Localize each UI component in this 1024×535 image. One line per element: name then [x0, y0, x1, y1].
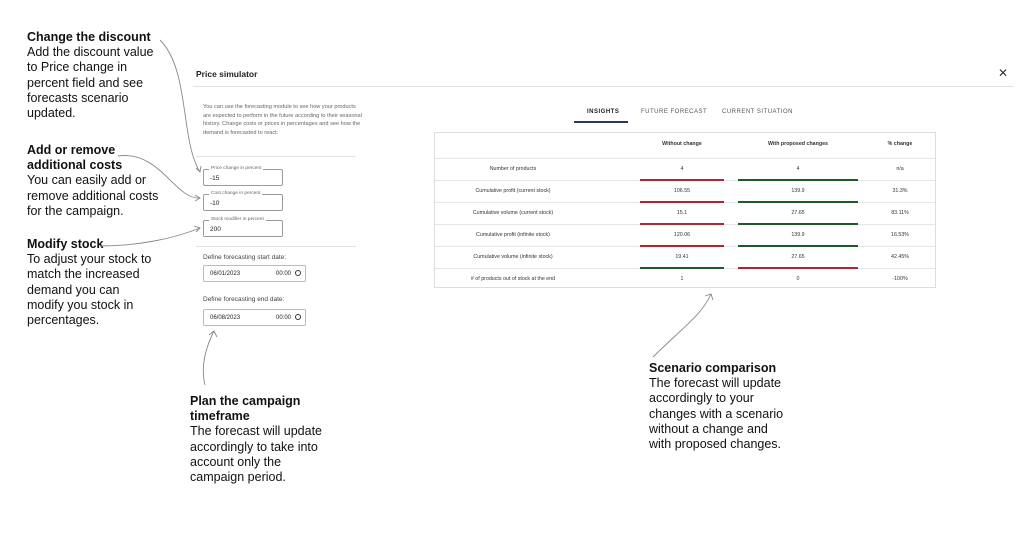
table-row-label: Cumulative profit (infinite stock) [476, 231, 550, 238]
table-row-label: Cumulative volume (infinite stock) [473, 253, 553, 260]
indicator-bar-without [640, 223, 724, 225]
header-percent-change: % change [887, 141, 913, 147]
annotation-title: Modify stock [27, 237, 104, 251]
end-date-value: 06/08/2023 [210, 315, 241, 321]
annotation-line: The forecast will update [190, 424, 323, 439]
tab-insights[interactable]: INSIGHTS [587, 109, 620, 115]
annotation-line: campaign period. [190, 470, 286, 485]
annotation-title: timeframe [190, 409, 250, 424]
price-change-field[interactable] [203, 166, 283, 186]
table-row-label: Number of products [489, 166, 537, 172]
indicator-bar-without [640, 267, 724, 269]
indicator-bar-with [738, 179, 858, 181]
price-change-label: Price change in percent [211, 166, 262, 171]
clock-icon[interactable] [295, 270, 301, 276]
cell-percent-change: 42.45% [891, 253, 909, 260]
annotation-line: account only the [190, 454, 282, 469]
stock-modifier-label: Stock modifier in percent [211, 217, 264, 222]
table-row-label: Cumulative volume (current stock) [472, 209, 554, 216]
clock-icon[interactable] [295, 314, 301, 320]
cell-with-changes: 4 [796, 166, 800, 172]
start-date-field[interactable] [203, 265, 306, 282]
header-without-change: Without change [662, 141, 702, 147]
cell-with-changes: 27.65 [791, 209, 805, 216]
annotation-line: without a change and [649, 421, 768, 436]
price-change-value: -15 [210, 175, 220, 182]
annotation-additional-costs [27, 143, 158, 219]
arrow-timeframe [203, 331, 214, 385]
cell-percent-change: -100% [892, 275, 908, 282]
annotation-title: Plan the campaign [190, 394, 301, 408]
annotation-line: accordingly to take into [190, 439, 318, 454]
annotation-line: modify you stock in [27, 297, 134, 312]
annotation-scenario-comparison [649, 361, 783, 452]
annotation-change-discount [27, 30, 153, 121]
annotation-line: remove additional costs [27, 188, 159, 203]
annotation-line: with proposed changes. [649, 437, 782, 452]
annotation-line: accordingly to your [649, 391, 754, 406]
annotation-timeframe [190, 394, 322, 485]
start-date-value: 06/01/2023 [210, 271, 241, 277]
intro-text: You can use the forecasting module to see how your products are expected to perform in the future according to their seasonal history. Change costs or prices in percentages and see how the demand is forecasted to react. [203, 104, 362, 137]
indicator-bar-with [738, 223, 858, 225]
end-time-value: 00:00 [276, 315, 292, 321]
tab-future-forecast[interactable]: FUTURE FORECAST [641, 109, 708, 115]
cell-without-change: 19.41 [675, 253, 689, 260]
indicator-bar-with [738, 267, 858, 269]
cell-percent-change: 83.11% [891, 209, 909, 216]
active-tab-indicator [574, 121, 628, 123]
cost-change-value: -10 [210, 200, 220, 207]
annotation-line: for the campaign. [27, 203, 124, 218]
cell-with-changes: 27.65 [791, 253, 805, 260]
cell-without-change: 1 [680, 275, 684, 282]
divider [196, 246, 356, 247]
cell-without-change: 4 [680, 166, 684, 172]
cell-percent-change: n/a [896, 166, 904, 172]
annotation-title: Scenario comparison [649, 361, 777, 375]
tab-current-situation[interactable]: CURRENT SITUATION [722, 109, 793, 115]
cell-percent-change: 31.3% [892, 187, 908, 194]
annotation-line: match the increased [27, 267, 140, 282]
cost-change-field[interactable] [203, 191, 283, 211]
cell-without-change: 15.1 [676, 209, 688, 216]
cell-with-changes: 139.9 [791, 231, 805, 238]
cell-without-change: 120.06 [673, 231, 691, 238]
annotation-line: You can easily add or [27, 173, 147, 188]
stock-modifier-value: 200 [210, 226, 221, 233]
cell-with-changes: 0 [796, 275, 800, 282]
table-row-label: # of products out of stock at the end [470, 275, 556, 282]
annotation-line: demand you can [27, 282, 120, 297]
annotation-title: Add or remove [27, 143, 116, 157]
end-date-field[interactable] [203, 309, 306, 326]
cell-with-changes: 139.9 [791, 187, 805, 194]
annotation-modify-stock [27, 237, 151, 328]
indicator-bar-without [640, 201, 724, 203]
annotation-line: To adjust your stock to [27, 252, 152, 267]
row-divider [435, 158, 935, 159]
indicator-bar-with [738, 201, 858, 203]
cost-change-label: Cost change in percent [211, 191, 261, 196]
start-date-label: Define forecasting start date: [203, 254, 287, 261]
table-row-label: Cumulative profit (current stock) [475, 187, 551, 194]
indicator-bar-without [640, 245, 724, 247]
annotation-line: to Price change in [27, 60, 128, 75]
annotation-line: percent field and see [27, 75, 144, 90]
arrow-discount [160, 40, 200, 172]
annotation-line: percentages. [27, 313, 100, 328]
header-with-proposed-changes: With proposed changes [768, 141, 828, 147]
start-time-value: 00:00 [276, 271, 292, 277]
close-button[interactable] [996, 66, 1010, 80]
cell-without-change: 106.55 [673, 187, 691, 194]
annotation-line: Add the discount value [27, 45, 154, 60]
end-date-label: Define forecasting end date: [203, 296, 285, 303]
annotation-line: changes with a scenario [649, 406, 784, 421]
divider [196, 156, 356, 157]
stock-modifier-field[interactable] [203, 217, 283, 237]
annotation-line: updated. [27, 106, 76, 121]
modal-title: Price simulator [196, 69, 258, 79]
annotation-line: forecasts scenario [27, 90, 129, 105]
indicator-bar-with [738, 245, 858, 247]
annotation-line: The forecast will update [649, 376, 782, 391]
cell-percent-change: 16.53% [891, 231, 909, 238]
indicator-bar-without [640, 179, 724, 181]
annotation-title: additional costs [27, 158, 123, 173]
arrow-comparison [653, 294, 711, 357]
annotation-title: Change the discount [27, 30, 151, 44]
header-divider [193, 86, 1014, 87]
close-icon: ✕ [997, 66, 1009, 80]
